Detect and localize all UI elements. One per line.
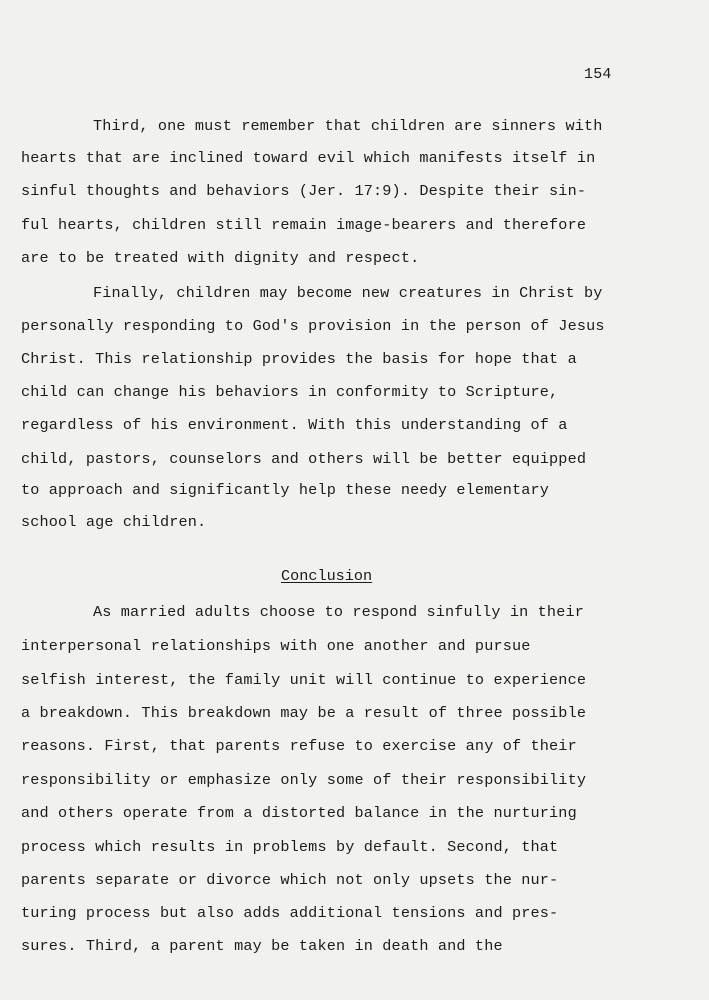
text-line: a breakdown. This breakdown may be a result of three possible bbox=[21, 704, 587, 722]
text-line: and others operate from a distorted balance in the nurturing bbox=[21, 804, 577, 822]
text-line: parents separate or divorce which not only upsets the nur- bbox=[21, 871, 559, 889]
section-heading: Conclusion bbox=[281, 567, 373, 585]
text-line: child, pastors, counselors and others will be better equipped bbox=[21, 450, 587, 468]
text-line: school age children. bbox=[21, 513, 207, 531]
text-line: Christ. This relationship provides the basis for hope that a bbox=[21, 350, 577, 368]
text-line: child can change his behaviors in conformity to Scripture, bbox=[21, 383, 559, 401]
text-line: turing process but also adds additional tensions and pres- bbox=[21, 904, 559, 922]
text-line: sures. Third, a parent may be taken in death and the bbox=[21, 937, 503, 955]
text-line: As married adults choose to respond sinfully in their bbox=[93, 603, 584, 621]
text-line: regardless of his environment. With this understanding of a bbox=[21, 416, 568, 434]
text-line: are to be treated with dignity and respect. bbox=[21, 249, 420, 267]
text-line: reasons. First, that parents refuse to exercise any of their bbox=[21, 737, 577, 755]
text-line: Finally, children may become new creatures in Christ by bbox=[93, 284, 603, 302]
text-line: hearts that are inclined toward evil which manifests itself in bbox=[21, 149, 596, 167]
text-line: responsibility or emphasize only some of their responsibility bbox=[21, 771, 587, 789]
text-line: to approach and significantly help these needy elementary bbox=[21, 481, 550, 499]
text-line: process which results in problems by default. Second, that bbox=[21, 838, 559, 856]
text-line: Third, one must remember that children are sinners with bbox=[93, 117, 603, 135]
text-line: personally responding to God's provision in the person of Jesus bbox=[21, 317, 605, 335]
page-number: 154 bbox=[584, 66, 612, 83]
text-line: sinful thoughts and behaviors (Jer. 17:9). Despite their sin- bbox=[21, 182, 587, 200]
text-line: interpersonal relationships with one another and pursue bbox=[21, 637, 531, 655]
text-line: ful hearts, children still remain image-bearers and therefore bbox=[21, 216, 587, 234]
text-line: selfish interest, the family unit will continue to experience bbox=[21, 671, 587, 689]
